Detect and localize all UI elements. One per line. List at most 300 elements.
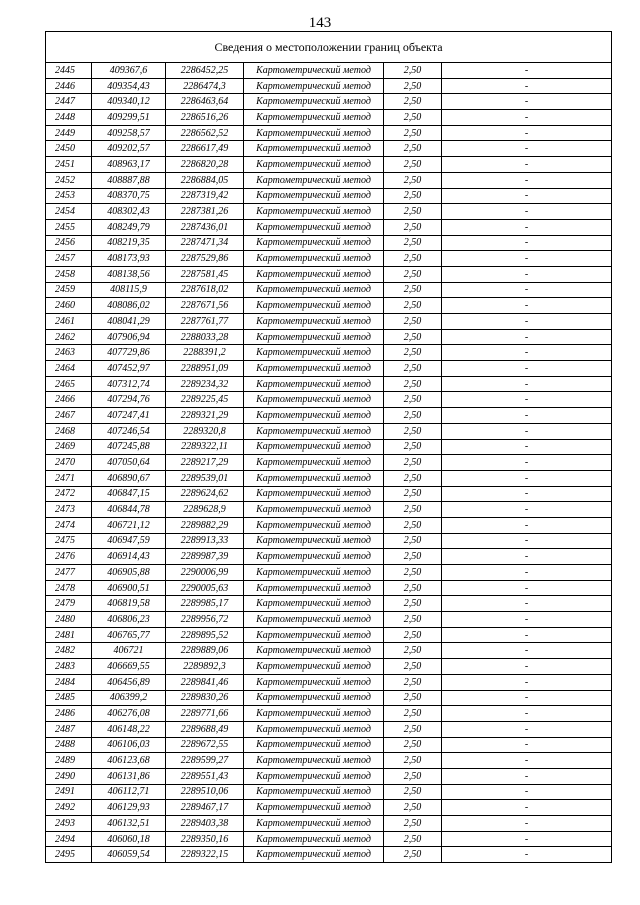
point-number-cell: 2471: [46, 470, 92, 486]
table-row: [46, 94, 612, 110]
description-cell: -: [442, 486, 612, 502]
method-cell: Картометрический метод: [244, 423, 384, 439]
accuracy-cell: 2,50: [384, 423, 442, 439]
description-cell: -: [442, 392, 612, 408]
x-coordinate-cell: 407452,97: [92, 361, 166, 377]
accuracy-cell: 2,50: [384, 439, 442, 455]
point-number-cell: 2458: [46, 266, 92, 282]
description-cell: -: [442, 219, 612, 235]
table-row: [46, 392, 612, 408]
y-coordinate-cell: 2289956,72: [166, 612, 244, 628]
description-cell: -: [442, 721, 612, 737]
description-cell: -: [442, 831, 612, 847]
accuracy-cell: 2,50: [384, 533, 442, 549]
method-cell: Картометрический метод: [244, 78, 384, 94]
method-cell: Картометрический метод: [244, 470, 384, 486]
y-coordinate-cell: 2287381,26: [166, 204, 244, 220]
method-cell: Картометрический метод: [244, 549, 384, 565]
description-cell: -: [442, 784, 612, 800]
point-number-cell: 2483: [46, 659, 92, 675]
accuracy-cell: 2,50: [384, 172, 442, 188]
y-coordinate-cell: 2289599,27: [166, 753, 244, 769]
y-coordinate-cell: 2287618,02: [166, 282, 244, 298]
x-coordinate-cell: 407312,74: [92, 376, 166, 392]
x-coordinate-cell: 406890,67: [92, 470, 166, 486]
description-cell: -: [442, 314, 612, 330]
table-row: [46, 219, 612, 235]
accuracy-cell: 2,50: [384, 753, 442, 769]
x-coordinate-cell: 408041,29: [92, 314, 166, 330]
y-coordinate-cell: 2289322,15: [166, 847, 244, 863]
accuracy-cell: 2,50: [384, 94, 442, 110]
method-cell: Картометрический метод: [244, 266, 384, 282]
description-cell: -: [442, 78, 612, 94]
method-cell: Картометрический метод: [244, 219, 384, 235]
x-coordinate-cell: 406106,03: [92, 737, 166, 753]
accuracy-cell: 2,50: [384, 816, 442, 832]
y-coordinate-cell: 2287319,42: [166, 188, 244, 204]
y-coordinate-cell: 2286884,05: [166, 172, 244, 188]
point-number-cell: 2476: [46, 549, 92, 565]
method-cell: Картометрический метод: [244, 376, 384, 392]
accuracy-cell: 2,50: [384, 470, 442, 486]
x-coordinate-cell: 406059,54: [92, 847, 166, 863]
table-row: [46, 768, 612, 784]
description-cell: -: [442, 753, 612, 769]
description-cell: -: [442, 439, 612, 455]
x-coordinate-cell: 408086,02: [92, 298, 166, 314]
x-coordinate-cell: 408887,88: [92, 172, 166, 188]
point-number-cell: 2456: [46, 235, 92, 251]
table-row: [46, 298, 612, 314]
table-row: [46, 690, 612, 706]
table-row: [46, 329, 612, 345]
description-cell: -: [442, 612, 612, 628]
method-cell: Картометрический метод: [244, 63, 384, 79]
x-coordinate-cell: 408138,56: [92, 266, 166, 282]
method-cell: Картометрический метод: [244, 784, 384, 800]
method-cell: Картометрический метод: [244, 408, 384, 424]
y-coordinate-cell: 2286474,3: [166, 78, 244, 94]
accuracy-cell: 2,50: [384, 565, 442, 581]
point-number-cell: 2485: [46, 690, 92, 706]
accuracy-cell: 2,50: [384, 831, 442, 847]
y-coordinate-cell: 2289225,45: [166, 392, 244, 408]
point-number-cell: 2479: [46, 596, 92, 612]
point-number-cell: 2451: [46, 157, 92, 173]
y-coordinate-cell: 2289628,9: [166, 502, 244, 518]
description-cell: -: [442, 235, 612, 251]
x-coordinate-cell: 406399,2: [92, 690, 166, 706]
table-row: [46, 251, 612, 267]
accuracy-cell: 2,50: [384, 768, 442, 784]
table-row: [46, 78, 612, 94]
x-coordinate-cell: 406806,23: [92, 612, 166, 628]
table-row: [46, 63, 612, 79]
accuracy-cell: 2,50: [384, 78, 442, 94]
table-row: [46, 674, 612, 690]
table-row: [46, 125, 612, 141]
x-coordinate-cell: 408219,35: [92, 235, 166, 251]
coordinates-sheet: [45, 31, 611, 863]
description-cell: -: [442, 423, 612, 439]
method-cell: Картометрический метод: [244, 706, 384, 722]
point-number-cell: 2445: [46, 63, 92, 79]
caption-row: [46, 32, 612, 63]
y-coordinate-cell: 2288033,28: [166, 329, 244, 345]
table-row: [46, 361, 612, 377]
description-cell: -: [442, 110, 612, 126]
description-cell: -: [442, 596, 612, 612]
method-cell: Картометрический метод: [244, 204, 384, 220]
method-cell: Картометрический метод: [244, 298, 384, 314]
accuracy-cell: 2,50: [384, 345, 442, 361]
method-cell: Картометрический метод: [244, 580, 384, 596]
point-number-cell: 2454: [46, 204, 92, 220]
method-cell: Картометрический метод: [244, 345, 384, 361]
point-number-cell: 2452: [46, 172, 92, 188]
description-cell: -: [442, 345, 612, 361]
accuracy-cell: 2,50: [384, 847, 442, 863]
description-cell: -: [442, 643, 612, 659]
description-cell: -: [442, 408, 612, 424]
table-row: [46, 596, 612, 612]
accuracy-cell: 2,50: [384, 329, 442, 345]
accuracy-cell: 2,50: [384, 266, 442, 282]
description-cell: -: [442, 659, 612, 675]
accuracy-cell: 2,50: [384, 204, 442, 220]
x-coordinate-cell: 407294,76: [92, 392, 166, 408]
table-row: [46, 784, 612, 800]
description-cell: -: [442, 329, 612, 345]
accuracy-cell: 2,50: [384, 800, 442, 816]
point-number-cell: 2466: [46, 392, 92, 408]
y-coordinate-cell: 2289882,29: [166, 517, 244, 533]
table-row: [46, 204, 612, 220]
point-number-cell: 2457: [46, 251, 92, 267]
x-coordinate-cell: 406765,77: [92, 627, 166, 643]
method-cell: Картометрический метод: [244, 596, 384, 612]
x-coordinate-cell: 406456,89: [92, 674, 166, 690]
accuracy-cell: 2,50: [384, 486, 442, 502]
method-cell: Картометрический метод: [244, 690, 384, 706]
method-cell: Картометрический метод: [244, 486, 384, 502]
y-coordinate-cell: 2289321,29: [166, 408, 244, 424]
point-number-cell: 2478: [46, 580, 92, 596]
description-cell: -: [442, 298, 612, 314]
table-row: [46, 141, 612, 157]
table-row: [46, 470, 612, 486]
description-cell: -: [442, 816, 612, 832]
table-row: [46, 549, 612, 565]
accuracy-cell: 2,50: [384, 392, 442, 408]
description-cell: -: [442, 204, 612, 220]
x-coordinate-cell: 408115,9: [92, 282, 166, 298]
y-coordinate-cell: 2287529,86: [166, 251, 244, 267]
y-coordinate-cell: 2286516,26: [166, 110, 244, 126]
table-row: [46, 157, 612, 173]
point-number-cell: 2470: [46, 455, 92, 471]
point-number-cell: 2490: [46, 768, 92, 784]
y-coordinate-cell: 2289895,52: [166, 627, 244, 643]
table-row: [46, 486, 612, 502]
point-number-cell: 2473: [46, 502, 92, 518]
table-row: [46, 408, 612, 424]
y-coordinate-cell: 2289987,39: [166, 549, 244, 565]
y-coordinate-cell: 2289322,11: [166, 439, 244, 455]
y-coordinate-cell: 2289551,43: [166, 768, 244, 784]
table-row: [46, 110, 612, 126]
accuracy-cell: 2,50: [384, 157, 442, 173]
x-coordinate-cell: 406112,71: [92, 784, 166, 800]
x-coordinate-cell: 406844,78: [92, 502, 166, 518]
table-row: [46, 800, 612, 816]
y-coordinate-cell: 2289892,3: [166, 659, 244, 675]
method-cell: Картометрический метод: [244, 643, 384, 659]
table-row: [46, 423, 612, 439]
x-coordinate-cell: 406276,08: [92, 706, 166, 722]
y-coordinate-cell: 2289510,06: [166, 784, 244, 800]
method-cell: Картометрический метод: [244, 157, 384, 173]
method-cell: Картометрический метод: [244, 94, 384, 110]
point-number-cell: 2448: [46, 110, 92, 126]
y-coordinate-cell: 2289771,66: [166, 706, 244, 722]
x-coordinate-cell: 406721: [92, 643, 166, 659]
point-number-cell: 2459: [46, 282, 92, 298]
method-cell: Картометрический метод: [244, 392, 384, 408]
accuracy-cell: 2,50: [384, 643, 442, 659]
table-row: [46, 721, 612, 737]
accuracy-cell: 2,50: [384, 455, 442, 471]
accuracy-cell: 2,50: [384, 235, 442, 251]
x-coordinate-cell: 406914,43: [92, 549, 166, 565]
description-cell: -: [442, 266, 612, 282]
method-cell: Картометрический метод: [244, 282, 384, 298]
method-cell: Картометрический метод: [244, 251, 384, 267]
description-cell: -: [442, 361, 612, 377]
x-coordinate-cell: 406129,93: [92, 800, 166, 816]
method-cell: Картометрический метод: [244, 125, 384, 141]
y-coordinate-cell: 2289913,33: [166, 533, 244, 549]
y-coordinate-cell: 2286452,25: [166, 63, 244, 79]
table-row: [46, 439, 612, 455]
accuracy-cell: 2,50: [384, 376, 442, 392]
point-number-cell: 2491: [46, 784, 92, 800]
point-number-cell: 2447: [46, 94, 92, 110]
accuracy-cell: 2,50: [384, 612, 442, 628]
x-coordinate-cell: 406819,58: [92, 596, 166, 612]
point-number-cell: 2480: [46, 612, 92, 628]
y-coordinate-cell: 2288391,2: [166, 345, 244, 361]
y-coordinate-cell: 2289841,46: [166, 674, 244, 690]
y-coordinate-cell: 2289467,17: [166, 800, 244, 816]
accuracy-cell: 2,50: [384, 549, 442, 565]
point-number-cell: 2481: [46, 627, 92, 643]
table-row: [46, 266, 612, 282]
y-coordinate-cell: 2290006,99: [166, 565, 244, 581]
x-coordinate-cell: 406947,59: [92, 533, 166, 549]
x-coordinate-cell: 408249,79: [92, 219, 166, 235]
point-number-cell: 2487: [46, 721, 92, 737]
description-cell: -: [442, 455, 612, 471]
description-cell: -: [442, 63, 612, 79]
description-cell: -: [442, 768, 612, 784]
table-row: [46, 376, 612, 392]
method-cell: Картометрический метод: [244, 361, 384, 377]
table-row: [46, 455, 612, 471]
description-cell: -: [442, 580, 612, 596]
y-coordinate-cell: 2288951,09: [166, 361, 244, 377]
x-coordinate-cell: 406900,51: [92, 580, 166, 596]
table-row: [46, 816, 612, 832]
accuracy-cell: 2,50: [384, 659, 442, 675]
method-cell: Картометрический метод: [244, 816, 384, 832]
method-cell: Картометрический метод: [244, 455, 384, 471]
point-number-cell: 2488: [46, 737, 92, 753]
x-coordinate-cell: 406123,68: [92, 753, 166, 769]
description-cell: -: [442, 172, 612, 188]
point-number-cell: 2453: [46, 188, 92, 204]
point-number-cell: 2449: [46, 125, 92, 141]
x-coordinate-cell: 407729,86: [92, 345, 166, 361]
x-coordinate-cell: 406669,55: [92, 659, 166, 675]
method-cell: Картометрический метод: [244, 847, 384, 863]
y-coordinate-cell: 2289403,38: [166, 816, 244, 832]
method-cell: Картометрический метод: [244, 768, 384, 784]
point-number-cell: 2469: [46, 439, 92, 455]
accuracy-cell: 2,50: [384, 63, 442, 79]
x-coordinate-cell: 406132,51: [92, 816, 166, 832]
point-number-cell: 2472: [46, 486, 92, 502]
description-cell: -: [442, 282, 612, 298]
accuracy-cell: 2,50: [384, 188, 442, 204]
accuracy-cell: 2,50: [384, 502, 442, 518]
table-row: [46, 706, 612, 722]
description-cell: -: [442, 533, 612, 549]
accuracy-cell: 2,50: [384, 596, 442, 612]
description-cell: -: [442, 565, 612, 581]
table-row: [46, 502, 612, 518]
x-coordinate-cell: 408173,93: [92, 251, 166, 267]
point-number-cell: 2463: [46, 345, 92, 361]
description-cell: -: [442, 94, 612, 110]
point-number-cell: 2486: [46, 706, 92, 722]
description-cell: -: [442, 125, 612, 141]
x-coordinate-cell: 406847,15: [92, 486, 166, 502]
accuracy-cell: 2,50: [384, 110, 442, 126]
x-coordinate-cell: 407906,94: [92, 329, 166, 345]
y-coordinate-cell: 2289688,49: [166, 721, 244, 737]
accuracy-cell: 2,50: [384, 627, 442, 643]
table-body: [46, 63, 612, 863]
method-cell: Картометрический метод: [244, 721, 384, 737]
table-row: [46, 188, 612, 204]
description-cell: -: [442, 737, 612, 753]
table-caption: Сведения о местоположении границ объекта: [46, 32, 612, 63]
method-cell: Картометрический метод: [244, 674, 384, 690]
method-cell: Картометрический метод: [244, 172, 384, 188]
y-coordinate-cell: 2287436,01: [166, 219, 244, 235]
point-number-cell: 2474: [46, 517, 92, 533]
accuracy-cell: 2,50: [384, 282, 442, 298]
y-coordinate-cell: 2286463,64: [166, 94, 244, 110]
method-cell: Картометрический метод: [244, 737, 384, 753]
description-cell: -: [442, 690, 612, 706]
point-number-cell: 2468: [46, 423, 92, 439]
y-coordinate-cell: 2290005,63: [166, 580, 244, 596]
point-number-cell: 2492: [46, 800, 92, 816]
x-coordinate-cell: 406060,18: [92, 831, 166, 847]
point-number-cell: 2482: [46, 643, 92, 659]
point-number-cell: 2493: [46, 816, 92, 832]
description-cell: -: [442, 188, 612, 204]
table-row: [46, 847, 612, 863]
point-number-cell: 2477: [46, 565, 92, 581]
accuracy-cell: 2,50: [384, 219, 442, 235]
table-row: [46, 172, 612, 188]
method-cell: Картометрический метод: [244, 753, 384, 769]
y-coordinate-cell: 2289889,06: [166, 643, 244, 659]
method-cell: Картометрический метод: [244, 314, 384, 330]
method-cell: Картометрический метод: [244, 141, 384, 157]
accuracy-cell: 2,50: [384, 690, 442, 706]
accuracy-cell: 2,50: [384, 721, 442, 737]
x-coordinate-cell: 409340,12: [92, 94, 166, 110]
table-row: [46, 517, 612, 533]
table-row: [46, 282, 612, 298]
table-row: [46, 345, 612, 361]
x-coordinate-cell: 409258,57: [92, 125, 166, 141]
y-coordinate-cell: 2289830,26: [166, 690, 244, 706]
description-cell: -: [442, 674, 612, 690]
accuracy-cell: 2,50: [384, 314, 442, 330]
point-number-cell: 2461: [46, 314, 92, 330]
point-number-cell: 2495: [46, 847, 92, 863]
y-coordinate-cell: 2289985,17: [166, 596, 244, 612]
accuracy-cell: 2,50: [384, 408, 442, 424]
description-cell: -: [442, 157, 612, 173]
point-number-cell: 2465: [46, 376, 92, 392]
description-cell: -: [442, 470, 612, 486]
point-number-cell: 2484: [46, 674, 92, 690]
y-coordinate-cell: 2287581,45: [166, 266, 244, 282]
description-cell: -: [442, 800, 612, 816]
description-cell: -: [442, 251, 612, 267]
accuracy-cell: 2,50: [384, 251, 442, 267]
x-coordinate-cell: 409299,51: [92, 110, 166, 126]
y-coordinate-cell: 2286617,49: [166, 141, 244, 157]
point-number-cell: 2455: [46, 219, 92, 235]
table-row: [46, 643, 612, 659]
table-row: [46, 627, 612, 643]
x-coordinate-cell: 406131,86: [92, 768, 166, 784]
description-cell: -: [442, 847, 612, 863]
table-row: [46, 314, 612, 330]
x-coordinate-cell: 406905,88: [92, 565, 166, 581]
method-cell: Картометрический метод: [244, 439, 384, 455]
point-number-cell: 2464: [46, 361, 92, 377]
table-row: [46, 533, 612, 549]
accuracy-cell: 2,50: [384, 674, 442, 690]
y-coordinate-cell: 2289539,01: [166, 470, 244, 486]
accuracy-cell: 2,50: [384, 361, 442, 377]
x-coordinate-cell: 407247,41: [92, 408, 166, 424]
table-row: [46, 753, 612, 769]
x-coordinate-cell: 408370,75: [92, 188, 166, 204]
x-coordinate-cell: 409202,57: [92, 141, 166, 157]
method-cell: Картометрический метод: [244, 502, 384, 518]
point-number-cell: 2494: [46, 831, 92, 847]
